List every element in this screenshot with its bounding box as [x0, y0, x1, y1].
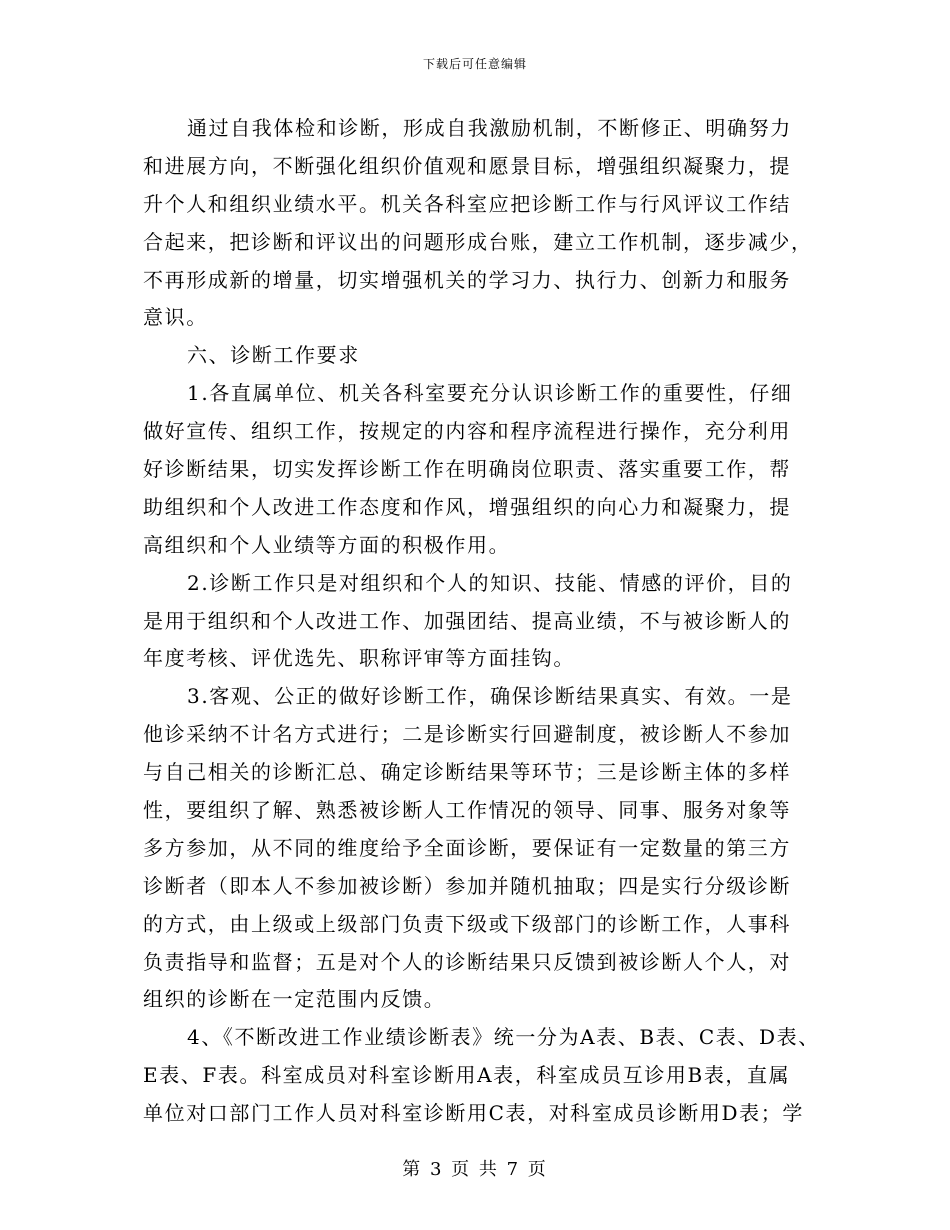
text-line: 高组织和个人业绩等方面的积极作用。 [143, 532, 511, 557]
text-line: 3.客观、公正的做好诊断工作，确保诊断结果真实、有效。一是 [187, 684, 793, 709]
document-body [143, 110, 820, 1133]
text-line: 单位对口部门工作人员对科室诊断用C表，对科室成员诊断用D表；学 [143, 1101, 804, 1126]
text-line: 组织的诊断在一定范围内反馈。 [143, 987, 446, 1012]
text-line: 和进展方向，不断强化组织价值观和愿景目标，增强组织凝聚力，提 [143, 153, 791, 178]
section-heading: 六、诊断工作要求 [187, 343, 360, 368]
text-line: 多方参加，从不同的维度给予全面诊断，要保证有一定数量的第三方 [143, 835, 791, 860]
text-line: 与自己相关的诊断汇总、确定诊断结果等环节；三是诊断主体的多样 [143, 760, 791, 785]
text-line: 做好宣传、组织工作，按规定的内容和程序流程进行操作，充分利用 [143, 419, 791, 444]
text-line: 是用于组织和个人改进工作、加强团结、提高业绩，不与被诊断人的 [143, 608, 791, 633]
text-line: 合起来，把诊断和评议出的问题形成台账，建立工作机制，逐步减少， [143, 229, 813, 254]
text-line: 不再形成新的增量，切实增强机关的学习力、执行力、创新力和服务 [143, 267, 791, 292]
text-line: E表、F表。科室成员对科室诊断用A表，科室成员互诊用B表，直属 [143, 1063, 791, 1088]
text-line: 通过自我体检和诊断，形成自我激励机制，不断修正、明确努力 [187, 116, 792, 140]
text-line: 1.各直属单位、机关各科室要充分认识诊断工作的重要性，仔细 [187, 381, 793, 406]
text-line: 诊断者（即本人不参加被诊断）参加并随机抽取；四是实行分级诊断 [143, 873, 791, 898]
text-line: 年度考核、评优选先、职称评审等方面挂钩。 [143, 646, 575, 671]
text-line: 性，要组织了解、熟悉被诊断人工作情况的领导、同事、服务对象等 [143, 798, 791, 823]
text-line: 负责指导和监督；五是对个人的诊断结果只反馈到被诊断人个人，对 [143, 949, 791, 974]
text-line: 好诊断结果，切实发挥诊断工作在明确岗位职责、落实重要工作，帮 [143, 457, 791, 482]
text-line: 助组织和个人改进工作态度和作风，增强组织的向心力和凝聚力，提 [143, 494, 791, 519]
text-line: 2.诊断工作只是对组织和个人的知识、技能、情感的评价，目的 [187, 570, 793, 595]
text-line: 意识。 [143, 305, 208, 330]
page-header: 下载后可任意编辑 [422, 57, 527, 71]
page-footer: 第 3 页 共 7 页 [402, 1159, 548, 1180]
text-line: 升个人和组织业绩水平。机关各科室应把诊断工作与行风评议工作结 [143, 191, 791, 216]
text-line: 的方式，由上级或上级部门负责下级或下级部门的诊断工作，人事科 [143, 911, 791, 936]
text-line: 他诊采纳不计名方式进行；二是诊断实行回避制度，被诊断人不参加 [143, 722, 791, 747]
text-line: 4、《不断改进工作业绩诊断表》统一分为A表、B表、C表、D表、 [187, 1025, 820, 1050]
